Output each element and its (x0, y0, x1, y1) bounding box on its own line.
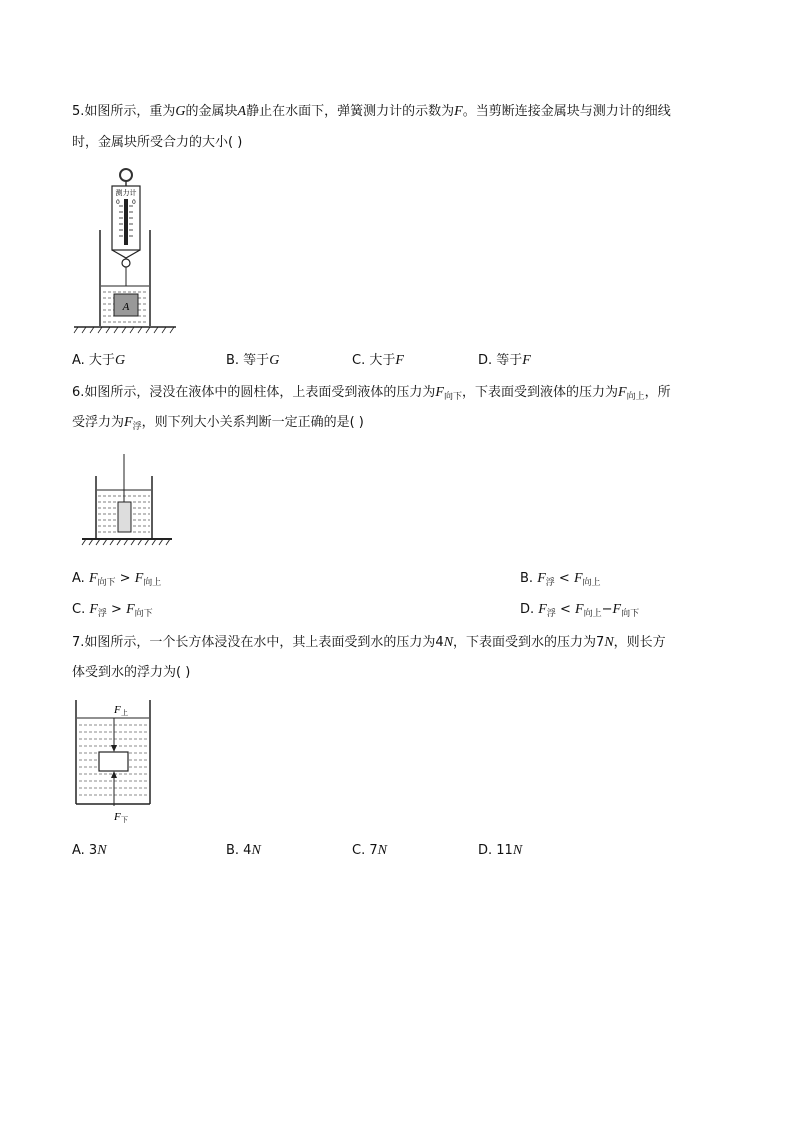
svg-text:0: 0 (116, 199, 120, 206)
q7-option-d[interactable]: D. 11N (478, 843, 523, 858)
q7-cuboid-figure (70, 696, 156, 830)
q6-stem-line2: 受浮力为$F_浮$，则下列大小关系判断一定正确的是( ) (72, 415, 364, 432)
q7-option-a[interactable]: A. 3N (72, 843, 107, 858)
q5-stem-line1: 5.如图所示，重为G的金属块A静止在水面下，弹簧测力计的示数为F。当剪断连接金属块与测力计的细线 (72, 104, 671, 119)
q6-option-c[interactable]: C. $F_浮 > F_{向下}$ (72, 602, 153, 619)
q6-option-d[interactable]: D. $F_浮 < F_{向上}-F_{向下}$ (520, 602, 640, 619)
q7-option-c[interactable]: C. 7N (352, 843, 387, 858)
q5-option-c[interactable]: C. 大于F (352, 353, 404, 368)
svg-text:下: 下 (121, 816, 128, 824)
q6-stem-line1: 6.如图所示，浸没在液体中的圆柱体，上表面受到液体的压力为$F_{向下}$，下表面受到液体的压力为$F_{向上}$，所 (72, 385, 671, 402)
q5-option-d[interactable]: D. 等于F (478, 353, 531, 368)
q7-stem-line2: 体受到水的浮力为( ) (72, 665, 191, 680)
svg-text:F: F (114, 811, 121, 823)
q5-spring-scale-figure (70, 166, 180, 336)
q7-option-b[interactable]: B. 4N (226, 843, 261, 858)
q7-stem-line1: 7.如图所示，一个长方体浸没在水中，其上表面受到水的压力为4N，下表面受到水的压力为7N，则长方 (72, 635, 666, 650)
q6-cylinder-figure (78, 452, 176, 548)
q5-stem-line2: 时，金属块所受合力的大小( ) (72, 135, 243, 150)
q6-option-b[interactable]: B. $F_浮 < F_{向上}$ (520, 571, 601, 588)
scale-label: 测力计 (115, 189, 137, 197)
block-label: A (122, 301, 130, 313)
svg-text:上: 上 (121, 709, 128, 717)
q6-option-a[interactable]: A. $F_{向下} > F_{向上}$ (72, 571, 162, 588)
svg-text:0: 0 (132, 199, 136, 206)
q5-option-b[interactable]: B. 等于G (226, 353, 280, 368)
q5-option-a[interactable]: A. 大于G (72, 353, 126, 368)
svg-text:F: F (114, 704, 121, 716)
